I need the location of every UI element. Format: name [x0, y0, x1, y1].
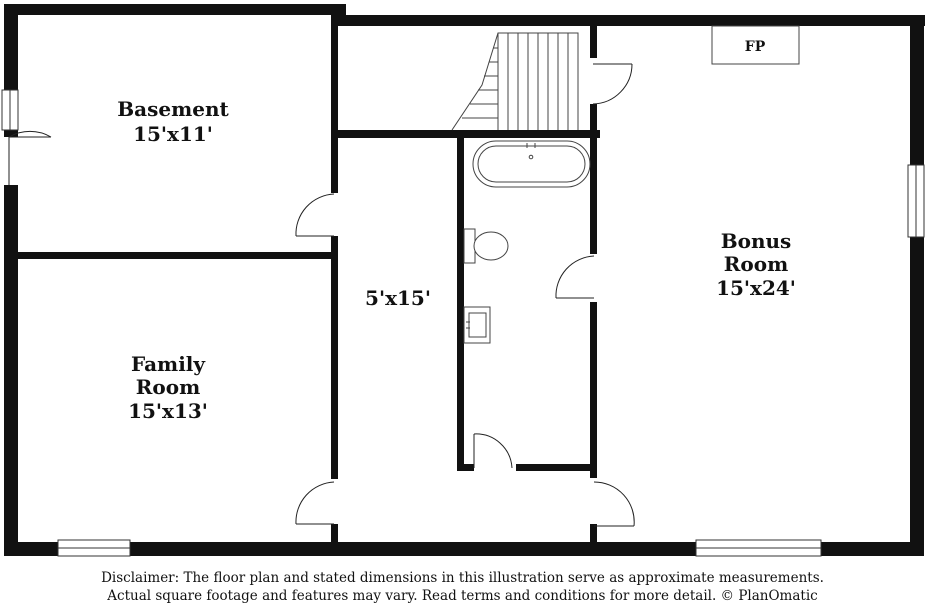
- room-family: [128, 352, 208, 423]
- disclaimer-line-1: Disclaimer: The floor plan and stated dimensions in this illustration serve as approximate measurements.: [101, 570, 824, 586]
- room-basement: [117, 97, 229, 146]
- door-basement: [296, 194, 334, 236]
- window-family-bottom: [58, 540, 130, 556]
- fireplace-label: FP: [744, 39, 766, 55]
- basement-name: Basement: [117, 97, 229, 121]
- bathtub: [473, 141, 590, 187]
- fireplace: [712, 26, 799, 64]
- door-stair-closet: [593, 64, 632, 104]
- bonus-room-dimensions: 15'x24': [716, 276, 796, 300]
- door-bonus-room: [556, 256, 594, 298]
- door-family-room: [296, 482, 334, 524]
- disclaimer: [0, 569, 925, 605]
- window-bonus-right: [908, 165, 924, 237]
- window-basement-left: [2, 90, 18, 130]
- family-room-name-line1: Family: [130, 352, 206, 376]
- sink: [464, 307, 490, 343]
- toilet: [464, 229, 508, 263]
- family-room-name-line2: Room: [135, 375, 201, 399]
- room-bonus: [716, 229, 796, 300]
- door-bathroom: [474, 434, 512, 468]
- door-bonus-bottom: [594, 482, 634, 526]
- door-exterior-left: [4, 131, 51, 185]
- interior-walls: [18, 15, 600, 544]
- disclaimer-line-2: Actual square footage and features may vary. Read terms and conditions for more detail. © PlanOmatic: [107, 588, 818, 604]
- window-bonus-bottom: [696, 540, 821, 556]
- bonus-room-name-line1: Bonus: [720, 229, 792, 253]
- basement-dimensions: 15'x11': [133, 122, 213, 146]
- hallway-dimensions: 5'x15': [365, 286, 431, 310]
- bonus-room-name-line2: Room: [723, 252, 789, 276]
- room-hallway: [365, 286, 431, 310]
- staircase: [452, 33, 578, 130]
- family-room-dimensions: 15'x13': [128, 399, 208, 423]
